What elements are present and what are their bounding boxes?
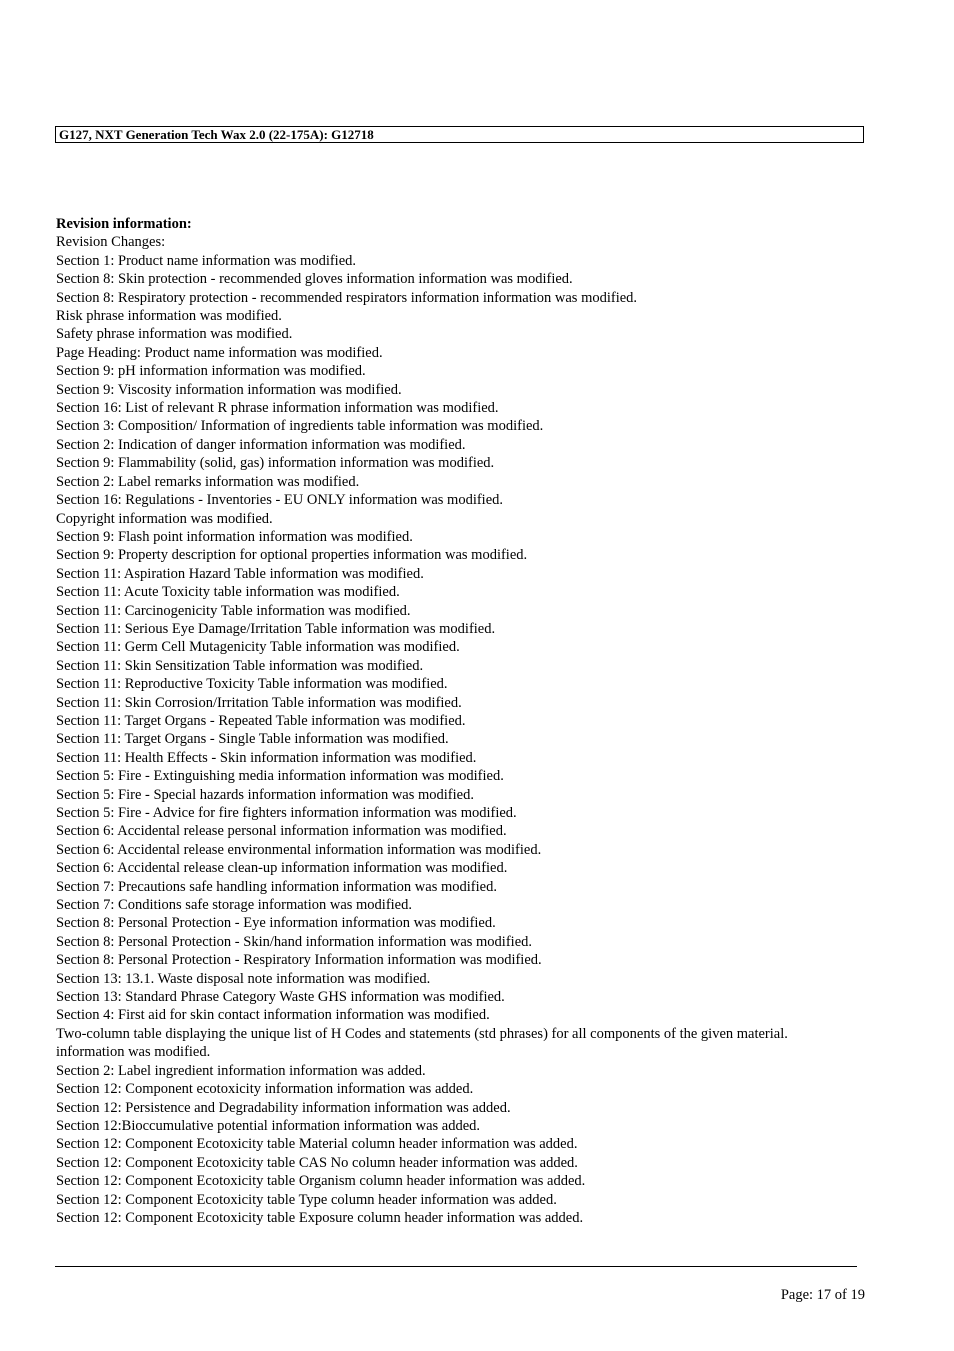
revision-line: Section 11: Health Effects - Skin information information was modified. bbox=[56, 749, 477, 766]
revision-line: Section 1: Product name information was modified. bbox=[56, 252, 357, 269]
revision-line: Section 6: Accidental release environmental information information was modified. bbox=[56, 841, 542, 858]
revision-line: Section 6: Accidental release clean-up information information was modified. bbox=[56, 860, 508, 877]
revision-line: Revision Changes: bbox=[56, 234, 166, 251]
revision-line: Section 12: Component Ecotoxicity table CAS No column header information was added. bbox=[56, 1154, 578, 1171]
revision-line: Section 13: Standard Phrase Category Waste GHS information was modified. bbox=[56, 989, 505, 1006]
revision-line: Section 7: Conditions safe storage information was modified. bbox=[56, 897, 412, 914]
revision-line: Section 11: Skin Sensitization Table information was modified. bbox=[56, 657, 424, 674]
revision-line: Section 5: Fire - Advice for fire fighters information information was modified. bbox=[56, 805, 517, 821]
revision-line: Section 2: Label ingredient information information was added. bbox=[56, 1062, 426, 1079]
revision-line: Copyright information was modified. bbox=[56, 510, 273, 527]
revision-line: Section 12: Component Ecotoxicity table Material column header information was added. bbox=[56, 1136, 578, 1153]
revision-line: Section 5: Fire - Extinguishing media information information was modified. bbox=[56, 768, 504, 785]
revision-line: Page Heading: Product name information was modified. bbox=[56, 344, 383, 361]
revision-line: Section 5: Fire - Special hazards information information was modified. bbox=[56, 786, 474, 803]
revision-line: Section 12:Bioccumulative potential information information was added. bbox=[56, 1117, 481, 1134]
revision-line: Section 6: Accidental release personal information information was modified. bbox=[56, 823, 507, 840]
revision-line: Section 12: Component Ecotoxicity table Exposure column header information was added. bbox=[56, 1209, 584, 1226]
revision-heading: Revision information: bbox=[56, 216, 192, 232]
revision-line: Section 2: Label remarks information was modified. bbox=[56, 473, 360, 490]
revision-line: Risk phrase information was modified. bbox=[56, 308, 282, 325]
revision-line: Safety phrase information was modified. bbox=[56, 326, 293, 343]
revision-line: Section 7: Precautions safe handling information information was modified. bbox=[56, 878, 497, 895]
revision-line: Section 11: Acute Toxicity table information was modified. bbox=[56, 584, 400, 601]
revision-line: Section 11: Serious Eye Damage/Irritation Table information was modified. bbox=[56, 620, 496, 637]
revision-line: Section 12: Component ecotoxicity information information was added. bbox=[56, 1081, 474, 1098]
revision-line: Section 12: Component Ecotoxicity table Type column header information was added. bbox=[56, 1191, 557, 1208]
revision-line: Section 11: Aspiration Hazard Table information was modified. bbox=[56, 565, 424, 582]
revision-line: Section 11: Skin Corrosion/Irritation Table information was modified. bbox=[56, 694, 462, 711]
product-title: G127, NXT Generation Tech Wax 2.0 (22-175A): G12718 bbox=[59, 127, 374, 142]
revision-line: Section 2: Indication of danger information information was modified. bbox=[56, 436, 466, 453]
revision-line: Section 9: pH information information was modified. bbox=[56, 363, 366, 380]
revision-line: Section 13: 13.1. Waste disposal note information was modified. bbox=[56, 970, 431, 987]
document-header bbox=[55, 126, 864, 143]
revision-line: Section 16: Regulations - Inventories - EU ONLY information was modified. bbox=[56, 492, 504, 509]
revision-line: Section 8: Personal Protection - Respiratory Information information was modified. bbox=[56, 952, 542, 969]
revision-line: Section 9: Property description for optional properties information was modified. bbox=[56, 547, 528, 564]
revision-line: Section 11: Carcinogenicity Table information was modified. bbox=[56, 602, 411, 619]
revision-line: Two-column table displaying the unique list of H Codes and statements (std phrases) for all components of the given material. information was modified. bbox=[56, 1025, 788, 1061]
revision-line: Section 8: Personal Protection - Eye information information was modified. bbox=[56, 915, 496, 932]
revision-line: Section 9: Viscosity information information was modified. bbox=[56, 381, 402, 398]
revision-line: Section 8: Skin protection - recommended gloves information information was modified. bbox=[56, 271, 573, 288]
revision-line: Section 12: Persistence and Degradability information information was added. bbox=[56, 1099, 511, 1116]
page-number: Page: 17 of 19 bbox=[780, 1287, 865, 1303]
revision-line: Section 8: Respiratory protection - recommended respirators information information was modified. bbox=[56, 289, 638, 306]
revision-line: Section 11: Target Organs - Single Table information was modified. bbox=[56, 731, 449, 748]
revision-line: Section 16: List of relevant R phrase information information was modified. bbox=[56, 400, 499, 417]
revision-line: Section 4: First aid for skin contact information information was modified. bbox=[56, 1007, 490, 1024]
revision-line: Section 12: Component Ecotoxicity table Organism column header information was added. bbox=[56, 1173, 586, 1190]
revision-line: Section 3: Composition/ Information of ingredients table information was modified. bbox=[56, 418, 544, 435]
revision-line: Section 8: Personal Protection - Skin/hand information information was modified. bbox=[56, 933, 533, 950]
revision-line: Section 11: Target Organs - Repeated Table information was modified. bbox=[56, 712, 466, 729]
revision-line: Section 9: Flash point information information was modified. bbox=[56, 528, 413, 545]
revision-line: Section 11: Germ Cell Mutagenicity Table information was modified. bbox=[56, 639, 460, 656]
revision-line: Section 11: Reproductive Toxicity Table information was modified. bbox=[56, 676, 448, 693]
revision-line: Section 9: Flammability (solid, gas) information information was modified. bbox=[56, 455, 495, 472]
footer-divider bbox=[55, 1266, 857, 1267]
revision-information bbox=[56, 215, 846, 1227]
